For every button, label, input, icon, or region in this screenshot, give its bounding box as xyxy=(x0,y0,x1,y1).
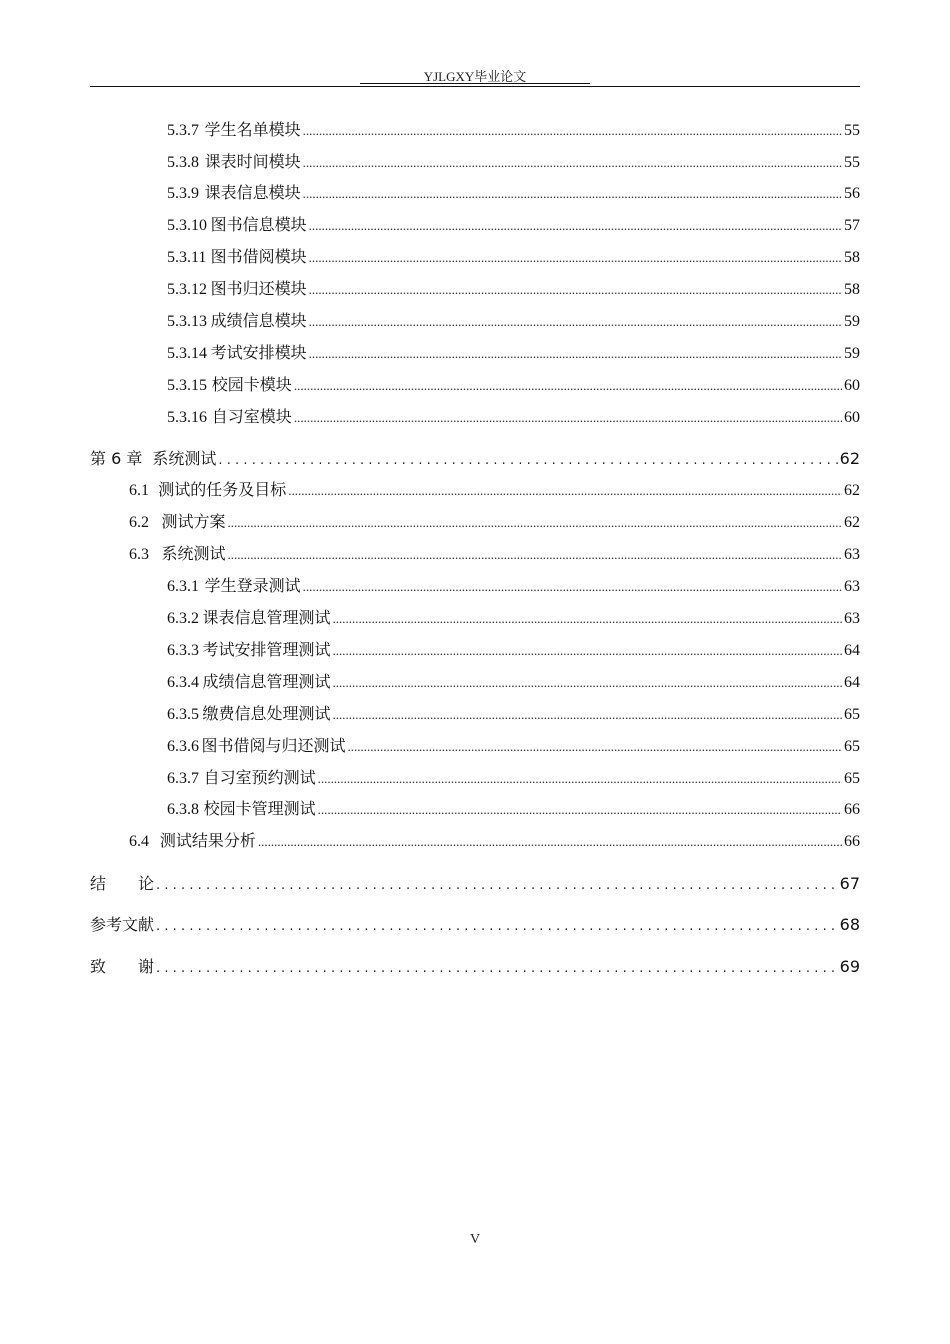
toc-title: 参考文献 xyxy=(90,915,155,934)
toc-page: 58 xyxy=(844,249,860,266)
toc-leader xyxy=(333,703,842,727)
toc-page: 59 xyxy=(844,345,860,362)
toc-entry-5-3-16[interactable] xyxy=(167,405,860,429)
toc-page: 65 xyxy=(844,706,860,723)
toc-page: 63 xyxy=(844,578,860,595)
toc-title: 图书借阅与归还测试 xyxy=(201,736,346,755)
toc-title: 自习室模块 xyxy=(211,407,292,426)
toc-leader xyxy=(309,246,842,270)
toc-number: 5.3.8 xyxy=(167,154,199,171)
toc-title: 成绩信息模块 xyxy=(210,311,307,330)
toc-title: 课表时间模块 xyxy=(204,152,301,171)
toc-page: 62 xyxy=(844,482,860,499)
toc-entry-5-3-15[interactable] xyxy=(167,373,860,397)
toc-title: 图书归还模块 xyxy=(210,279,307,298)
toc-number: 5.3.14 xyxy=(167,345,207,362)
toc-title: 考试安排模块 xyxy=(210,343,307,362)
toc-title: 自习室预约测试 xyxy=(203,768,316,787)
toc-number: 6.1 xyxy=(129,482,149,499)
toc-page: 66 xyxy=(844,833,860,850)
toc-leader xyxy=(309,214,842,238)
toc-leader xyxy=(294,406,842,430)
toc-number: 5.3.9 xyxy=(167,185,199,202)
toc-title: 课表信息模块 xyxy=(204,183,301,202)
toc-entry-6-2[interactable] xyxy=(129,510,860,534)
toc-title: 成绩信息管理测试 xyxy=(202,672,331,691)
toc-page: 56 xyxy=(844,185,860,202)
toc-leader xyxy=(156,915,838,939)
toc-page: 60 xyxy=(844,377,860,394)
toc-entry-6-3-8[interactable] xyxy=(167,797,860,821)
toc-title: 系统测试 xyxy=(161,544,226,563)
toc-number: 6.4 xyxy=(129,833,149,850)
toc-page: 65 xyxy=(844,770,860,787)
toc-page: 60 xyxy=(844,409,860,426)
toc-number: 6.3.7 xyxy=(167,770,199,787)
toc-entry-6-3-7[interactable] xyxy=(167,766,860,790)
toc-leader xyxy=(156,957,838,981)
toc-page: 69 xyxy=(839,957,860,976)
toc-number: 5.3.13 xyxy=(167,313,207,330)
toc-number: 5.3.16 xyxy=(167,409,207,426)
toc-entry-6-3-6[interactable] xyxy=(167,734,860,758)
toc-leader xyxy=(294,374,842,398)
toc-leader xyxy=(318,798,842,822)
toc-leader xyxy=(288,479,842,503)
toc-page: 63 xyxy=(844,610,860,627)
toc-leader xyxy=(309,342,842,366)
toc-leader xyxy=(333,671,842,695)
toc-entry-6-3[interactable] xyxy=(129,542,860,566)
toc-page: 67 xyxy=(839,874,860,893)
toc-leader xyxy=(303,182,842,206)
toc-leader xyxy=(333,607,842,631)
toc-number: 6.2 xyxy=(129,514,149,531)
toc-leader xyxy=(309,278,842,302)
toc-entry-5-3-14[interactable] xyxy=(167,341,860,365)
toc-page: 63 xyxy=(844,546,860,563)
toc-number: 6.3.5 xyxy=(167,706,199,723)
toc-leader xyxy=(347,735,842,759)
toc-entry-5-3-13[interactable] xyxy=(167,309,860,333)
toc-entry-5-3-11[interactable] xyxy=(167,245,860,269)
toc-entry-conclusion[interactable] xyxy=(90,872,860,896)
toc-number: 6.3.4 xyxy=(167,674,199,691)
toc-title: 测试的任务及目标 xyxy=(158,480,287,499)
toc-number: 5.3.11 xyxy=(167,249,207,266)
toc-page: 55 xyxy=(844,122,860,139)
toc-leader xyxy=(218,449,837,473)
toc-title: 测试方案 xyxy=(161,512,226,531)
page-header: YJLGXY毕业论文 xyxy=(423,69,527,84)
toc-title: 课表信息管理测试 xyxy=(202,608,331,627)
toc-title: 图书信息模块 xyxy=(210,215,307,234)
toc-leader xyxy=(228,543,842,567)
toc-number: 6.3 xyxy=(129,546,149,563)
toc-entry-5-3-8[interactable] xyxy=(167,150,860,174)
toc-leader xyxy=(333,639,842,663)
toc-page: 55 xyxy=(844,154,860,171)
toc-entry-6-3-5[interactable] xyxy=(167,702,860,726)
toc-title: 缴费信息处理测试 xyxy=(202,704,331,723)
toc-title: 图书借阅模块 xyxy=(210,247,307,266)
toc-entry-6-3-3[interactable] xyxy=(167,638,860,662)
toc-page: 68 xyxy=(839,915,860,934)
toc-entry-5-3-12[interactable] xyxy=(167,277,860,301)
toc-number: 5.3.7 xyxy=(167,122,199,139)
toc-page: 64 xyxy=(844,674,860,691)
toc-title: 校园卡模块 xyxy=(211,375,292,394)
toc-entry-5-3-7[interactable] xyxy=(167,118,860,142)
toc-number: 5.3.12 xyxy=(167,281,207,298)
toc-page: 66 xyxy=(844,801,860,818)
toc-leader xyxy=(318,767,842,791)
toc-entry-acknowledgements[interactable] xyxy=(90,955,860,979)
toc-title: 学生名单模块 xyxy=(204,120,301,139)
toc-page: 59 xyxy=(844,313,860,330)
toc-number: 6.3.8 xyxy=(167,801,199,818)
toc-number: 第 6 章 xyxy=(90,449,143,468)
toc-title: 致 谢 xyxy=(90,957,155,976)
toc-page: 65 xyxy=(844,738,860,755)
toc-entry-5-3-10[interactable] xyxy=(167,213,860,237)
toc-leader xyxy=(303,575,842,599)
toc-number: 5.3.15 xyxy=(167,377,207,394)
toc-number: 6.3.6 xyxy=(167,738,199,755)
toc-title: 结 论 xyxy=(90,874,155,893)
toc-title: 考试安排管理测试 xyxy=(202,640,331,659)
toc-title: 校园卡管理测试 xyxy=(203,799,316,818)
toc-entry-6-3-1[interactable] xyxy=(167,574,860,598)
toc-title: 学生登录测试 xyxy=(204,576,301,595)
toc-leader xyxy=(309,310,842,334)
toc-page: 62 xyxy=(844,514,860,531)
toc-entry-5-3-9[interactable] xyxy=(167,181,860,205)
toc-entry-references[interactable] xyxy=(90,913,860,937)
toc-leader xyxy=(228,511,842,535)
toc-leader xyxy=(303,151,842,175)
toc-page: 58 xyxy=(844,281,860,298)
page-number: V xyxy=(469,1232,481,1247)
toc-leader xyxy=(303,119,842,143)
toc-entry-6-1[interactable] xyxy=(129,478,860,502)
toc-entry-6-3-2[interactable] xyxy=(167,606,860,630)
toc-leader xyxy=(258,830,842,854)
toc-number: 5.3.10 xyxy=(167,217,207,234)
toc-page: 62 xyxy=(839,449,860,468)
toc-title: 系统测试 xyxy=(152,449,217,468)
toc-title: 测试结果分析 xyxy=(159,831,256,850)
toc-number: 6.3.2 xyxy=(167,610,199,627)
toc-entry-6-3-4[interactable] xyxy=(167,670,860,694)
toc-page: 57 xyxy=(844,217,860,234)
toc-page: 64 xyxy=(844,642,860,659)
toc-entry-6-4[interactable] xyxy=(129,829,860,853)
toc-leader xyxy=(156,874,838,898)
toc-number: 6.3.3 xyxy=(167,642,199,659)
toc-entry-chapter-6[interactable] xyxy=(90,447,860,471)
toc-number: 6.3.1 xyxy=(167,578,199,595)
